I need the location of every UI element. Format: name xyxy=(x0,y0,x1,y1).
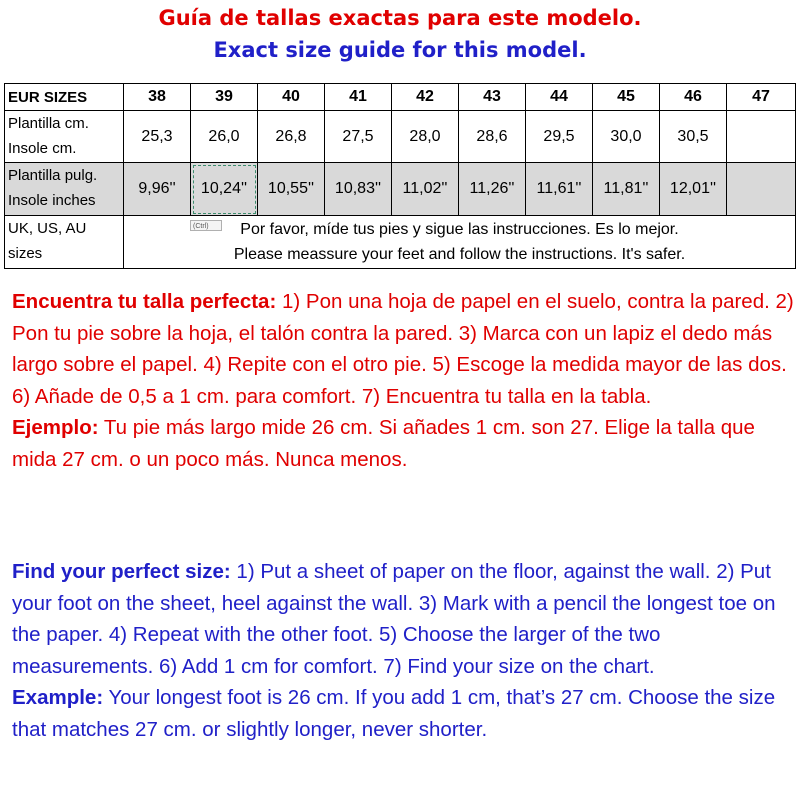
insole-cm-cell: 26,8 xyxy=(258,111,325,163)
example-english-body: Your longest foot is 26 cm. If you add 1 cm, that’s 27 cm. Choose the size that matches 27 cm. or slightly longer, never shorter. xyxy=(12,686,776,741)
insole-inches-label xyxy=(5,163,124,216)
measure-notice-es: Por favor, míde tus pies y sigue las instrucciones. Es lo mejor. xyxy=(240,221,679,238)
insole-inches-cell-selected[interactable]: 10,24'' xyxy=(191,163,258,216)
insole-cm-cell: 30,0 xyxy=(593,111,660,163)
title-spanish: Guía de tallas exactas para este modelo. xyxy=(158,6,642,30)
example-english-lead: Example: xyxy=(12,686,104,709)
insole-inches-cell xyxy=(727,163,796,216)
insole-cm-cell: 27,5 xyxy=(325,111,392,163)
insole-inches-label-en: Insole inches xyxy=(8,192,96,209)
uk-us-au-label xyxy=(5,216,124,269)
instructions-spanish-steps xyxy=(12,286,796,412)
insole-cm-row xyxy=(5,111,796,163)
eur-size-cell: 38 xyxy=(124,84,191,111)
example-english xyxy=(12,682,796,745)
uk-us-au-label-line2: sizes xyxy=(8,245,43,262)
insole-inches-cell: 10,83'' xyxy=(325,163,392,216)
measure-notice-en: Please meassure your feet and follow the instructions. It's safer. xyxy=(233,246,686,263)
insole-inches-label-es: Plantilla pulg. xyxy=(8,167,98,184)
insole-inches-cell: 11,02'' xyxy=(392,163,459,216)
insole-cm-cell: 26,0 xyxy=(191,111,258,163)
insole-inches-cell: 11,61'' xyxy=(526,163,593,216)
insole-inches-cell: 11,26'' xyxy=(459,163,526,216)
eur-size-cell: 39 xyxy=(191,84,258,111)
instructions-english-lead: Find your perfect size: xyxy=(12,560,231,583)
example-spanish-body: Tu pie más largo mide 26 cm. Si añades 1 cm. son 27. Elige la talla que mida 27 cm. o un poco más. Nunca menos. xyxy=(12,416,755,471)
eur-size-cell: 45 xyxy=(593,84,660,111)
insole-cm-cell: 28,0 xyxy=(392,111,459,163)
eur-size-cell: 46 xyxy=(660,84,727,111)
insole-cm-cell: 25,3 xyxy=(124,111,191,163)
uk-us-au-label-line1: UK, US, AU xyxy=(8,220,87,237)
eur-size-cell: 44 xyxy=(526,84,593,111)
uk-us-au-row xyxy=(5,216,796,269)
eur-size-cell: 47 xyxy=(727,84,796,111)
instructions-english xyxy=(12,556,796,745)
eur-size-cell: 41 xyxy=(325,84,392,111)
insole-cm-cell: 29,5 xyxy=(526,111,593,163)
insole-inches-cell: 11,81'' xyxy=(593,163,660,216)
size-table xyxy=(4,83,796,269)
insole-cm-cell xyxy=(727,111,796,163)
insole-cm-label xyxy=(5,111,124,163)
example-spanish xyxy=(12,412,796,475)
insole-cm-label-es: Plantilla cm. xyxy=(8,115,89,132)
eur-size-cell: 40 xyxy=(258,84,325,111)
instructions-spanish-body: 1) Pon una hoja de papel en el suelo, contra la pared. 2) Pon tu pie sobre la hoja, el talón contra la pared. 3) Marca con un lapiz el dedo más largo sobre el papel. 4) Repite con el otro pie. 5) Escoge la medida mayor de las dos. 6) Añade de 0,5 a 1 cm. para comfort. 7) Encuentra tu talla en la tabla. xyxy=(12,290,794,408)
insole-inches-cell: 10,55'' xyxy=(258,163,325,216)
paste-options-icon[interactable]: (Ctrl) xyxy=(190,220,222,231)
eur-size-cell: 43 xyxy=(459,84,526,111)
eur-sizes-row xyxy=(5,84,796,111)
instructions-english-body: 1) Put a sheet of paper on the floor, against the wall. 2) Put your foot on the sheet, heel against the wall. 3) Mark with a pencil the longest toe on the paper. 4) Repeat with the other foot. 5) Choose the larger of the two measurements. 6) Add 1 cm for comfort. 7) Find your size on the chart. xyxy=(12,560,776,678)
insole-cm-cell: 30,5 xyxy=(660,111,727,163)
instructions-spanish xyxy=(12,286,796,475)
title-english: Exact size guide for this model. xyxy=(213,38,587,62)
eur-sizes-label: EUR SIZES xyxy=(5,84,124,111)
insole-cm-label-en: Insole cm. xyxy=(8,140,77,157)
instructions-spanish-lead: Encuentra tu talla perfecta: xyxy=(12,290,277,313)
insole-inches-cell: 9,96'' xyxy=(124,163,191,216)
insole-inches-row xyxy=(5,163,796,216)
example-spanish-lead: Ejemplo: xyxy=(12,416,99,439)
measure-notice xyxy=(124,216,796,269)
eur-size-cell: 42 xyxy=(392,84,459,111)
instructions-english-steps xyxy=(12,556,796,682)
insole-cm-cell: 28,6 xyxy=(459,111,526,163)
insole-inches-cell: 12,01'' xyxy=(660,163,727,216)
